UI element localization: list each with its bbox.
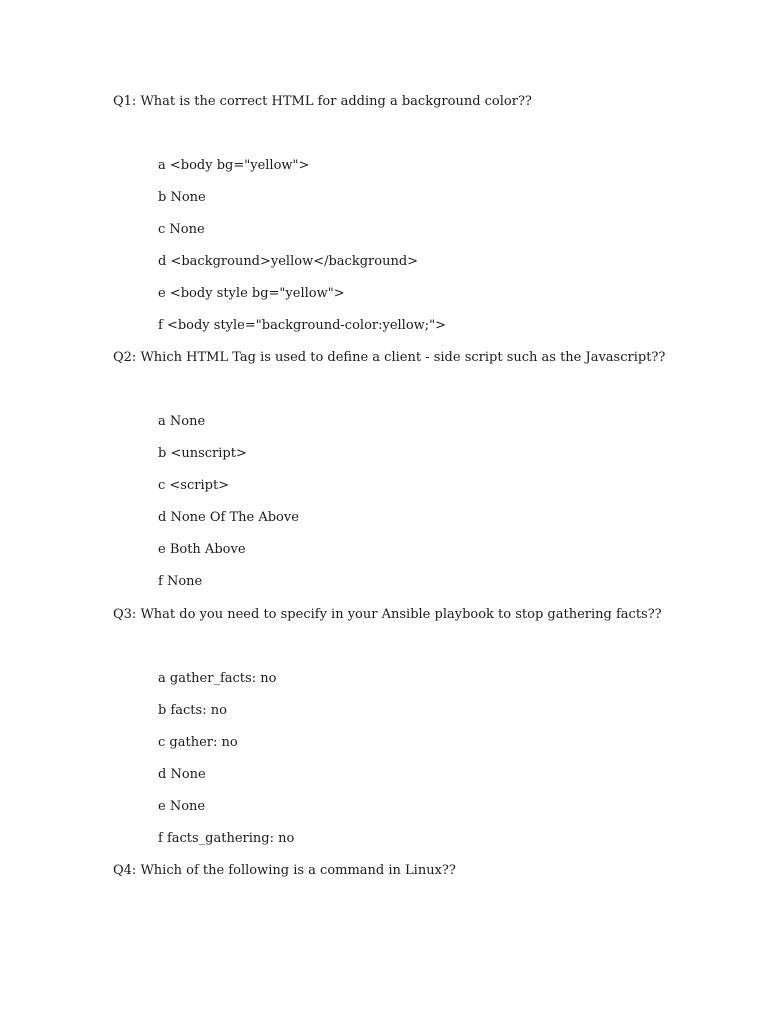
question-2-option-d: d None Of The Above	[158, 510, 299, 525]
question-1-option-d: d <background>yellow</background>	[158, 254, 419, 269]
question-1-option-f: f <body style="background-color:yellow;">	[158, 318, 447, 333]
question-2-text: Q2: Which HTML Tag is used to define a client - side script such as the Javascript??	[113, 350, 666, 365]
question-2-option-c: c <script>	[158, 478, 230, 493]
question-3-option-d: d None	[158, 767, 206, 782]
question-3-option-e: e None	[158, 799, 206, 814]
question-2-option-b: b <unscript>	[158, 446, 247, 461]
question-3-option-c: c gather: no	[158, 735, 238, 750]
question-1-option-a: a <body bg="yellow">	[158, 158, 310, 173]
question-1-option-e: e <body style bg="yellow">	[158, 286, 345, 301]
question-1-option-b: b None	[158, 190, 206, 205]
question-3-text: Q3: What do you need to specify in your Ansible playbook to stop gathering facts??	[113, 607, 662, 622]
question-2-option-a: a None	[158, 414, 206, 429]
question-4-text: Q4: Which of the following is a command in Linux??	[113, 863, 456, 878]
question-3-option-f: f facts_gathering: no	[158, 831, 295, 846]
question-1-option-c: c None	[158, 222, 205, 237]
question-3-option-b: b facts: no	[158, 703, 227, 718]
question-2-option-e: e Both Above	[158, 542, 246, 557]
question-2-option-f: f None	[158, 574, 203, 589]
question-3-option-a: a gather_facts: no	[158, 671, 277, 686]
question-1-text: Q1: What is the correct HTML for adding a background color??	[113, 94, 532, 109]
